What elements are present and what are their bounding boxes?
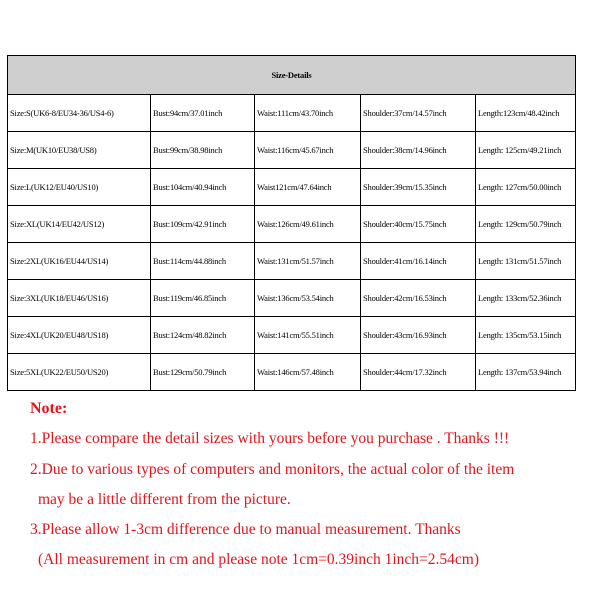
length-cell: Length:123cm/48.42inch [476, 95, 576, 132]
table-row [8, 354, 576, 391]
shoulder-cell: Shoulder:44cm/17.32inch [361, 354, 476, 391]
length-cell: Length: 129cm/50.79inch [476, 206, 576, 243]
table-row [8, 317, 576, 354]
note-line-2: 2.Due to various types of computers and monitors, the actual color of the item [30, 461, 515, 478]
length-cell: Length: 131cm/51.57inch [476, 243, 576, 280]
shoulder-cell: Shoulder:38cm/14.96inch [361, 132, 476, 169]
size-cell: Size:2XL(UK16/EU44/US14) [8, 243, 151, 280]
waist-cell: Waist:136cm/53.54inch [255, 280, 361, 317]
waist-cell: Waist121cm/47.64inch [255, 169, 361, 206]
table-row [8, 243, 576, 280]
table-title: Size-Details [8, 56, 576, 95]
bust-cell: Bust:94cm/37.01inch [151, 95, 255, 132]
size-details-table [7, 55, 576, 391]
note-line-4: (All measurement in cm and please note 1cm=0.39inch 1inch=2.54cm) [38, 551, 480, 568]
length-cell: Length: 133cm/52.36inch [476, 280, 576, 317]
bust-cell: Bust:104cm/40.94inch [151, 169, 255, 206]
size-cell: Size:4XL(UK20/EU48/US18) [8, 317, 151, 354]
table-row [8, 169, 576, 206]
note-line-1: 1.Please compare the detail sizes with yours before you purchase . Thanks !!! [30, 430, 510, 447]
bust-cell: Bust:129cm/50.79inch [151, 354, 255, 391]
size-rows [8, 95, 576, 391]
shoulder-cell: Shoulder:39cm/15.35inch [361, 169, 476, 206]
table-row [8, 206, 576, 243]
shoulder-cell: Shoulder:40cm/15.75inch [361, 206, 476, 243]
shoulder-cell: Shoulder:43cm/16.93inch [361, 317, 476, 354]
note-line-3: 3.Please allow 1-3cm difference due to manual measurement. Thanks [30, 521, 461, 538]
shoulder-cell: Shoulder:42cm/16.53inch [361, 280, 476, 317]
waist-cell: Waist:111cm/43.70inch [255, 95, 361, 132]
note-line-2-continued: may be a little different from the picture. [38, 491, 291, 508]
bust-cell: Bust:109cm/42.91inch [151, 206, 255, 243]
waist-cell: Waist:146cm/57.48inch [255, 354, 361, 391]
size-cell: Size:3XL(UK18/EU46/US16) [8, 280, 151, 317]
size-cell: Size:5XL(UK22/EU50/US20) [8, 354, 151, 391]
length-cell: Length: 127cm/50.00inch [476, 169, 576, 206]
bust-cell: Bust:99cm/38.98inch [151, 132, 255, 169]
size-cell: Size:XL(UK14/EU42/US12) [8, 206, 151, 243]
size-cell: Size:M(UK10/EU38/US8) [8, 132, 151, 169]
bust-cell: Bust:114cm/44.88inch [151, 243, 255, 280]
table-row [8, 280, 576, 317]
length-cell: Length: 137cm/53.94inch [476, 354, 576, 391]
waist-cell: Waist:141cm/55.51inch [255, 317, 361, 354]
waist-cell: Waist:126cm/49.61inch [255, 206, 361, 243]
waist-cell: Waist:131cm/51.57inch [255, 243, 361, 280]
note-title: Note: [30, 400, 68, 417]
length-cell: Length: 125cm/49.21inch [476, 132, 576, 169]
length-cell: Length: 135cm/53.15inch [476, 317, 576, 354]
size-cell: Size:L(UK12/EU40/US10) [8, 169, 151, 206]
shoulder-cell: Shoulder:37cm/14.57inch [361, 95, 476, 132]
table-header-row [8, 56, 576, 95]
shoulder-cell: Shoulder:41cm/16.14inch [361, 243, 476, 280]
bust-cell: Bust:119cm/46.85inch [151, 280, 255, 317]
table-row [8, 132, 576, 169]
bust-cell: Bust:124cm/48.82inch [151, 317, 255, 354]
waist-cell: Waist:116cm/45.67inch [255, 132, 361, 169]
size-cell: Size:S(UK6-8/EU34-36/US4-6) [8, 95, 151, 132]
table-row [8, 95, 576, 132]
